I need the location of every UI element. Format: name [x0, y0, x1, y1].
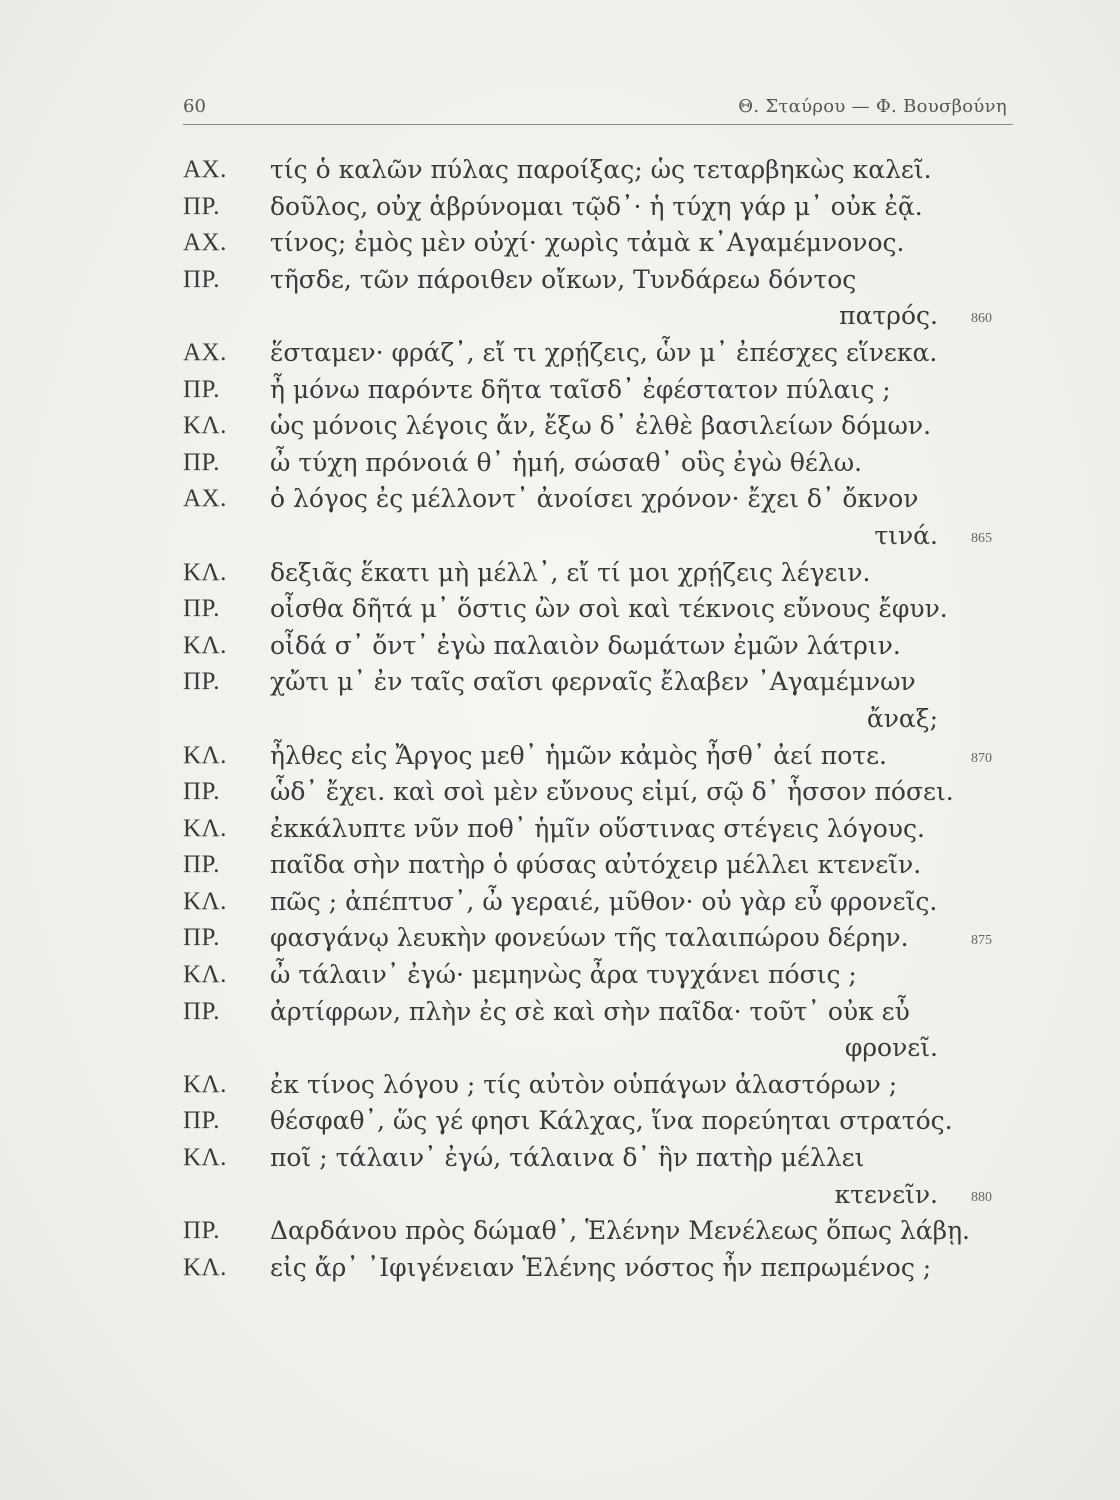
page-header: [183, 94, 1013, 125]
verse-line: [183, 445, 1013, 482]
speaker-label: ΠΡ.: [183, 192, 220, 220]
verse-line: [183, 1030, 1013, 1067]
verse-line: [183, 774, 1013, 811]
speaker-label: ΚΛ.: [183, 1144, 227, 1172]
line-number: 875: [971, 933, 992, 949]
verse-text: τίς ὁ καλῶν πύλας παροίξας; ὡς τεταρβηκὼς καλεῖ.: [270, 155, 932, 184]
speaker-label: ΚΛ.: [183, 814, 227, 842]
line-number: 870: [971, 750, 992, 766]
verse-continuation: φρονεῖ.: [844, 1033, 938, 1063]
speaker-label: ΠΡ.: [183, 1217, 220, 1245]
speaker-label: ΚΛ.: [183, 558, 227, 586]
verse-line: [183, 555, 1013, 592]
verse-text: ὡς μόνοις λέγοις ἄν, ἔξω δ᾿ ἐλθὲ βασιλείων δόμων.: [270, 411, 932, 441]
verse-text: τίνος; ἐμὸς μὲν οὐχί· χωρὶς τἀμὰ κ᾿Αγαμέμνονος.: [270, 228, 905, 258]
speaker-label: ΠΡ.: [183, 1107, 220, 1135]
verse-text: ἐκ τίνος λόγου ; τίς αὐτὸν οὑπάγων ἀλαστόρων ;: [270, 1069, 898, 1099]
speaker-label: ΠΡ.: [183, 851, 220, 879]
speaker-label: ΠΡ.: [183, 448, 220, 476]
speaker-label: ΠΡ.: [183, 924, 220, 952]
verse-line: [183, 664, 1013, 701]
verse-line: [183, 811, 1013, 848]
verse-text: ὦ τύχη πρόνοιά θ᾿ ἡμή, σώσαθ᾿ οὓς ἐγὼ θέλω.: [270, 447, 863, 477]
verse-text: ποῖ ; τάλαιν᾿ ἐγώ, τάλαινα δ᾿ ἣν πατὴρ μέλλει: [270, 1143, 865, 1173]
verse-text: οἶσθα δῆτά μ᾿ ὅστις ὢν σοὶ καὶ τέκνοις εὔνους ἔφυν.: [270, 594, 948, 624]
verse-text: Δαρδάνου πρὸς δώμαθ᾿, Ἑλένην Μενέλεως ὅπως λάβῃ.: [270, 1216, 970, 1246]
line-number: 865: [971, 530, 992, 546]
verse-line: [183, 1140, 1013, 1177]
speaker-label: ΠΡ.: [183, 997, 220, 1025]
verse-text: εἰς ἄρ᾿ ᾿Ιφιγένειαν Ἑλένης νόστος ἦν πεπρωμένος ;: [270, 1252, 932, 1282]
verse-line: [183, 481, 1013, 518]
verse-line: [183, 408, 1013, 445]
verse-line: [183, 335, 1013, 372]
speaker-label: ΚΛ.: [183, 412, 227, 440]
verse-line: [183, 189, 1013, 226]
verse-line: [183, 262, 1013, 299]
verse-line: [183, 1067, 1013, 1104]
verse-text: θέσφαθ᾿, ὥς γέ φησι Κάλχας, ἵνα πορεύηται στρατός.: [270, 1106, 953, 1136]
verse-text: τῆσδε, τῶν πάροιθεν οἴκων, Τυνδάρεω δόντος: [270, 264, 857, 294]
speaker-label: ΠΡ.: [183, 668, 220, 696]
verse-text: φασγάνῳ λευκὴν φονεύων τῆς ταλαιπώρου δέρην.: [270, 923, 909, 953]
verse-text: χὤτι μ᾿ ἐν ταῖς σαῖσι φερναῖς ἔλαβεν ᾿Αγαμέμνων: [270, 667, 916, 697]
verse-text: ὁ λόγος ἐς μέλλοντ᾿ ἀνοίσει χρόνον· ἔχει δ᾿ ὄκνον: [270, 484, 919, 514]
speaker-label: ΚΛ.: [183, 1070, 227, 1098]
speaker-label: ΚΛ.: [183, 961, 227, 989]
verse-line: [183, 591, 1013, 628]
verse-line: [183, 1177, 1013, 1214]
speaker-label: ΠΡ.: [183, 595, 220, 623]
speaker-label: ΚΛ.: [183, 1253, 227, 1281]
speaker-label: ΚΛ.: [183, 631, 227, 659]
speaker-label: ΑΧ.: [183, 229, 227, 257]
verse-line: [183, 225, 1013, 262]
verse-text: οἶδά σ᾿ ὄντ᾿ ἐγὼ παλαιὸν δωμάτων ἐμῶν λάτριν.: [270, 630, 901, 660]
speaker-label: ΑΧ.: [183, 338, 227, 366]
verse-line: [183, 152, 1013, 189]
verse-line: [183, 1103, 1013, 1140]
verse-line: [183, 738, 1013, 775]
verse-line: [183, 847, 1013, 884]
verse-text: ἀρτίφρων, πλὴν ἐς σὲ καὶ σὴν παῖδα· τοῦτ᾿ οὐκ εὖ: [270, 996, 910, 1026]
verse-text: ὧδ᾿ ἔχει. καὶ σοὶ μὲν εὔνους εἰμί, σῷ δ᾿ ἧσσον πόσει.: [270, 777, 954, 807]
verse-text: ἦ μόνω παρόντε δῆτα ταῖσδ᾿ ἐφέστατον πύλαις ;: [270, 374, 891, 404]
verse-line: [183, 518, 1013, 555]
verse-text: ἦλθες εἰς Ἄργος μεθ᾿ ἡμῶν κἀμὸς ἦσθ᾿ ἀεί ποτε.: [270, 740, 888, 770]
verse-continuation: πατρός.: [839, 301, 938, 331]
speaker-label: ΠΡ.: [183, 265, 220, 293]
verse-line: [183, 920, 1013, 957]
speaker-label: ΑΧ.: [183, 156, 227, 183]
verse-line: [183, 1213, 1013, 1250]
verse-text: παῖδα σὴν πατὴρ ὁ φύσας αὐτόχειρ μέλλει κτενεῖν.: [270, 850, 922, 880]
verse-text: ἐκκάλυπτε νῦν ποθ᾿ ἡμῖν οὕστινας στέγεις λόγους.: [270, 813, 925, 843]
speaker-label: ΚΛ.: [183, 741, 227, 769]
verse-line: [183, 298, 1013, 335]
verse-line: [183, 372, 1013, 409]
running-head: Θ. Σταύρου — Φ. Βουσβούνη: [738, 96, 1007, 117]
verse-line: [183, 628, 1013, 665]
line-number: 860: [971, 311, 992, 327]
line-number: 880: [971, 1189, 992, 1205]
verse-text: πῶς ; ἀπέπτυσ᾿, ὦ γεραιέ, μῦθον· οὐ γὰρ εὖ φρονεῖς.: [270, 886, 938, 916]
verse-text: ἕσταμεν· φράζ᾿, εἴ τι χρῄζεις, ὧν μ᾿ ἐπέσχες εἵνεκα.: [270, 337, 938, 367]
verse-line: [183, 994, 1013, 1031]
verse-line: [183, 1250, 1013, 1287]
verse-text: ὦ τάλαιν᾿ ἐγώ· μεμηνὼς ἆρα τυγχάνει πόσις ;: [270, 960, 857, 990]
verse-continuation: ἄναξ;: [866, 703, 938, 733]
verse-text: δοῦλος, οὐχ ἁβρύνομαι τῷδ᾿· ἡ τύχη γάρ μ᾿ οὐκ ἐᾷ.: [270, 191, 923, 221]
dialogue-text: [183, 152, 1013, 1286]
verse-line: [183, 957, 1013, 994]
verse-continuation: τινά.: [874, 520, 938, 550]
speaker-label: ΑΧ.: [183, 485, 227, 513]
verse-line: [183, 701, 1013, 738]
page-number: 60: [183, 96, 206, 117]
verse-line: [183, 884, 1013, 921]
speaker-label: ΠΡ.: [183, 375, 220, 403]
verse-text: δεξιᾶς ἕκατι μὴ μέλλ᾿, εἴ τί μοι χρῄζεις λέγειν.: [270, 557, 871, 587]
verse-continuation: κτενεῖν.: [834, 1179, 938, 1209]
speaker-label: ΚΛ.: [183, 887, 227, 915]
speaker-label: ΠΡ.: [183, 778, 220, 806]
